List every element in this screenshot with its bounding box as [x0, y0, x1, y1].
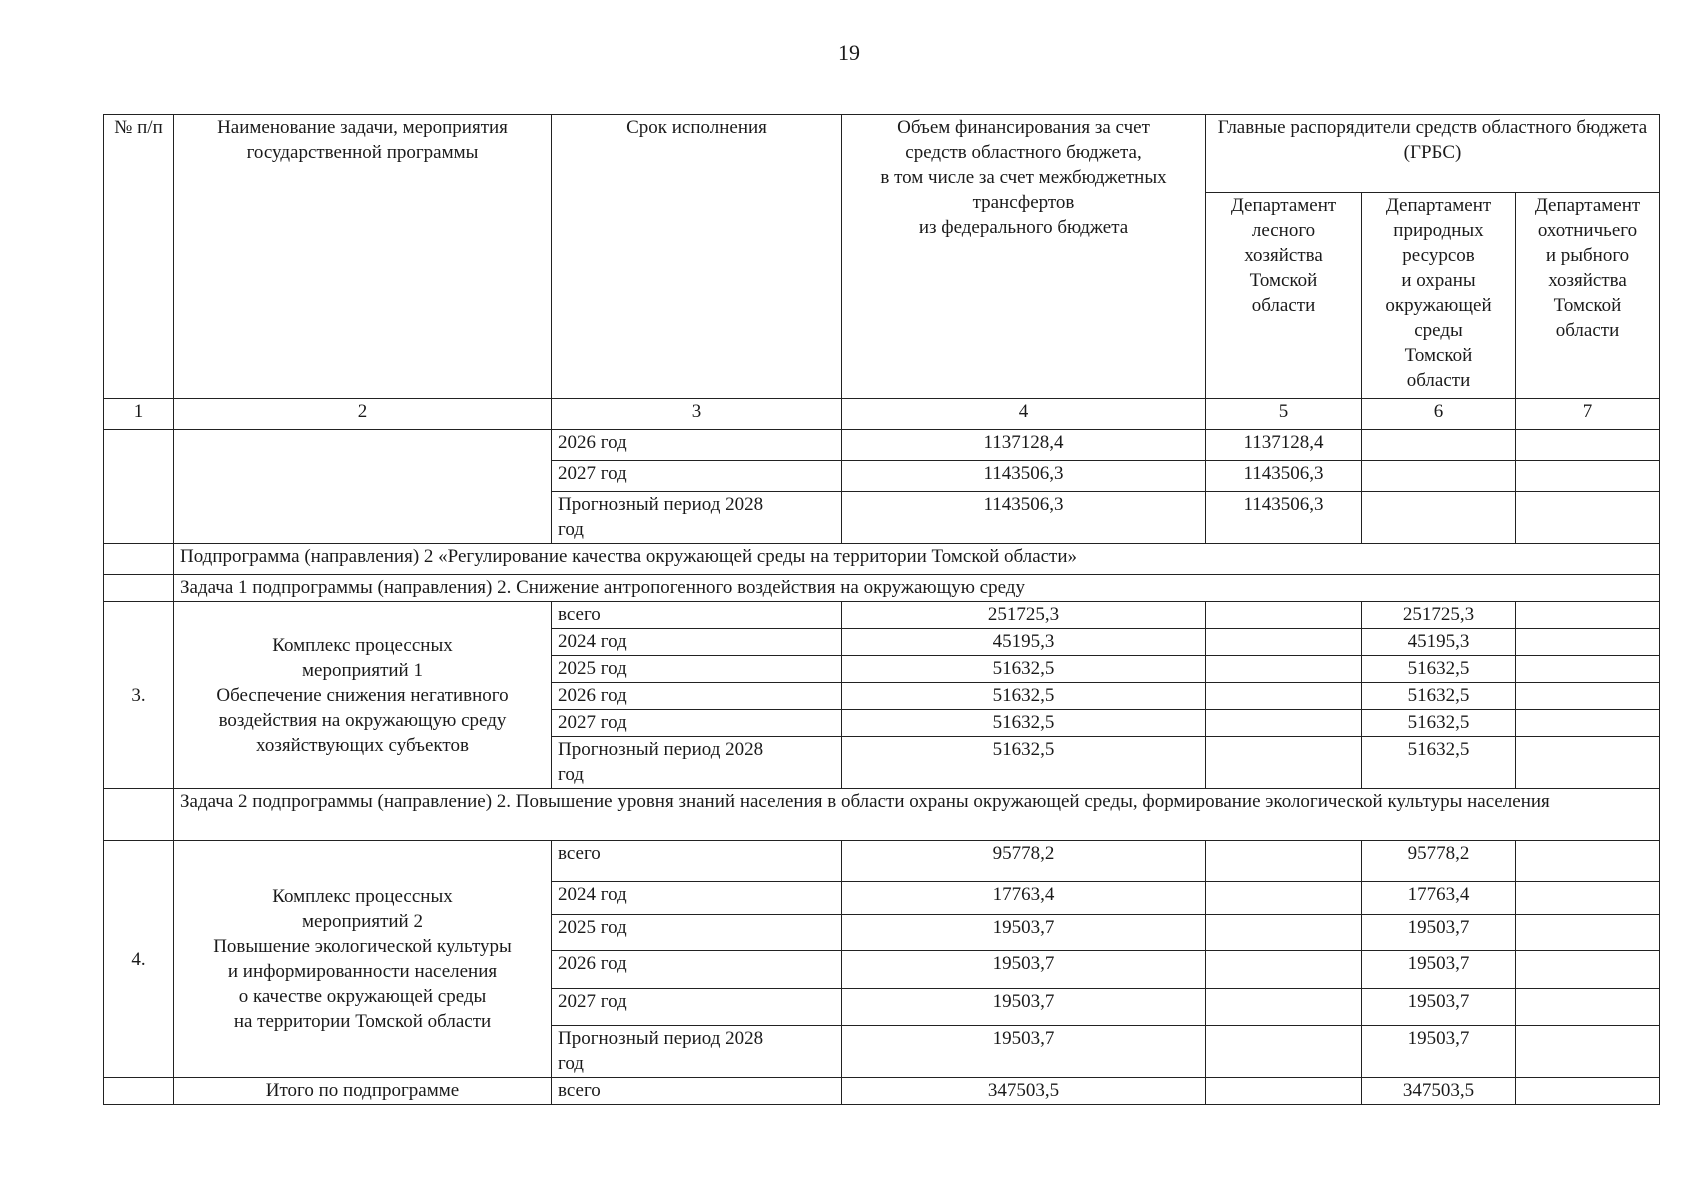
col-number: 1	[104, 399, 174, 430]
cell-dept-hunting	[1516, 492, 1660, 544]
cell-total: 51632,5	[842, 710, 1206, 737]
cell-dept-forest	[1206, 629, 1362, 656]
cell-dept-forest: 1137128,4	[1206, 430, 1362, 461]
cell-dept-forest	[1206, 737, 1362, 789]
cell-total: 51632,5	[842, 683, 1206, 710]
task-row	[104, 575, 1660, 602]
cell-total: 51632,5	[842, 737, 1206, 789]
row-number: 3.	[104, 602, 174, 789]
cell-dept-forest	[1206, 951, 1362, 989]
cell-total: 19503,7	[842, 1026, 1206, 1078]
cell-num-empty	[104, 430, 174, 544]
cell-period: 2026 год	[552, 683, 842, 710]
cell-dept-hunting	[1516, 737, 1660, 789]
cell-period: всего	[552, 602, 842, 629]
header-num: № п/п	[104, 115, 174, 399]
cell-total: 19503,7	[842, 951, 1206, 989]
cell-dept-hunting	[1516, 841, 1660, 882]
cell-dept-nature: 51632,5	[1362, 737, 1516, 789]
cell-dept-hunting	[1516, 882, 1660, 915]
cell-period: 2027 год	[552, 710, 842, 737]
cell-num-empty	[104, 1078, 174, 1105]
cell-dept-nature: 19503,7	[1362, 989, 1516, 1026]
cell-period: 2026 год	[552, 430, 842, 461]
cell-dept-nature: 51632,5	[1362, 710, 1516, 737]
col-number: 7	[1516, 399, 1660, 430]
task-title: Задача 1 подпрограммы (направления) 2. Снижение антропогенного воздействия на окружающую среду	[174, 575, 1660, 602]
cell-dept-hunting	[1516, 683, 1660, 710]
cell-dept-hunting	[1516, 430, 1660, 461]
header-row	[104, 115, 1660, 193]
cell-dept-forest	[1206, 683, 1362, 710]
cell-total: 347503,5	[842, 1078, 1206, 1105]
subprogram-row	[104, 544, 1660, 575]
cell-dept-hunting	[1516, 915, 1660, 951]
cell-total: 1143506,3	[842, 492, 1206, 544]
row-number: 4.	[104, 841, 174, 1078]
cell-dept-nature	[1362, 461, 1516, 492]
cell-total: 1143506,3	[842, 461, 1206, 492]
header-volume: Объем финансирования за счет средств областного бюджета, в том числе за счет межбюджетных трансфертов из федерального бюджета	[842, 115, 1206, 399]
cell-period: 2024 год	[552, 882, 842, 915]
cell-dept-nature: 95778,2	[1362, 841, 1516, 882]
cell-total: 95778,2	[842, 841, 1206, 882]
activity-name: Комплекс процессных мероприятий 1 Обеспечение снижения негативного воздействия на окружающую среду хозяйствующих субъектов	[174, 602, 552, 789]
cell-total: 17763,4	[842, 882, 1206, 915]
col-number: 6	[1362, 399, 1516, 430]
header-dept-forest: Департамент лесного хозяйства Томской области	[1206, 193, 1362, 399]
cell-total: 19503,7	[842, 989, 1206, 1026]
cell-period: 2025 год	[552, 915, 842, 951]
cell-period: 2025 год	[552, 656, 842, 683]
cell-dept-nature	[1362, 430, 1516, 461]
cell-period: Прогнозный период 2028 год	[552, 492, 842, 544]
header-dept-nature: Департамент природных ресурсов и охраны окружающей среды Томской области	[1362, 193, 1516, 399]
total-row	[104, 1078, 1660, 1105]
cell-dept-hunting	[1516, 461, 1660, 492]
cell-total: 251725,3	[842, 602, 1206, 629]
cell-dept-forest	[1206, 710, 1362, 737]
total-label: Итого по подпрограмме	[174, 1078, 552, 1105]
header-dept-hunting: Департамент охотничьего и рыбного хозяйства Томской области	[1516, 193, 1660, 399]
cell-dept-hunting	[1516, 1026, 1660, 1078]
cell-dept-forest	[1206, 1078, 1362, 1105]
column-numbers-row	[104, 399, 1660, 430]
cell-dept-hunting	[1516, 989, 1660, 1026]
cell-dept-hunting	[1516, 656, 1660, 683]
col-number: 5	[1206, 399, 1362, 430]
task-row	[104, 789, 1660, 841]
cell-dept-hunting	[1516, 602, 1660, 629]
task-title: Задача 2 подпрограммы (направление) 2. Повышение уровня знаний населения в области охраны окружающей среды, формирование экологической культуры населения	[174, 789, 1660, 841]
header-name: Наименование задачи, мероприятия государственной программы	[174, 115, 552, 399]
cell-dept-nature: 19503,7	[1362, 1026, 1516, 1078]
table-row	[104, 841, 1660, 882]
cell-period: Прогнозный период 2028 год	[552, 1026, 842, 1078]
cell-dept-forest	[1206, 989, 1362, 1026]
cell-dept-forest: 1143506,3	[1206, 492, 1362, 544]
cell-period: всего	[552, 1078, 842, 1105]
cell-total: 1137128,4	[842, 430, 1206, 461]
cell-dept-hunting	[1516, 951, 1660, 989]
cell-dept-forest	[1206, 1026, 1362, 1078]
cell-dept-nature: 19503,7	[1362, 915, 1516, 951]
funding-table	[103, 114, 1660, 1105]
cell-dept-nature: 45195,3	[1362, 629, 1516, 656]
header-grbs: Главные распорядители средств областного бюджета (ГРБС)	[1206, 115, 1660, 193]
cell-dept-forest	[1206, 602, 1362, 629]
page-number: 19	[838, 40, 860, 65]
cell-num-empty	[104, 544, 174, 575]
cell-dept-hunting	[1516, 710, 1660, 737]
cell-dept-nature: 251725,3	[1362, 602, 1516, 629]
cell-period: 2024 год	[552, 629, 842, 656]
cell-period: 2027 год	[552, 989, 842, 1026]
col-number: 4	[842, 399, 1206, 430]
table-row	[104, 602, 1660, 629]
cell-dept-nature: 19503,7	[1362, 951, 1516, 989]
cell-total: 45195,3	[842, 629, 1206, 656]
col-number: 2	[174, 399, 552, 430]
cell-dept-hunting	[1516, 1078, 1660, 1105]
cell-dept-forest	[1206, 882, 1362, 915]
cell-dept-hunting	[1516, 629, 1660, 656]
cell-dept-nature: 51632,5	[1362, 683, 1516, 710]
cell-period: 2026 год	[552, 951, 842, 989]
activity-name: Комплекс процессных мероприятий 2 Повышение экологической культуры и информированности населения о качестве окружающей среды на территории Томской области	[174, 841, 552, 1078]
subprogram-title: Подпрограмма (направления) 2 «Регулирование качества окружающей среды на территории Томской области»	[174, 544, 1660, 575]
cell-total: 51632,5	[842, 656, 1206, 683]
cell-num-empty	[104, 575, 174, 602]
cell-dept-nature: 17763,4	[1362, 882, 1516, 915]
cell-dept-forest	[1206, 841, 1362, 882]
cell-dept-nature: 51632,5	[1362, 656, 1516, 683]
cell-period: Прогнозный период 2028 год	[552, 737, 842, 789]
table-row	[104, 430, 1660, 461]
col-number: 3	[552, 399, 842, 430]
cell-dept-nature	[1362, 492, 1516, 544]
cell-period: 2027 год	[552, 461, 842, 492]
cell-num-empty	[104, 789, 174, 841]
header-term: Срок исполнения	[552, 115, 842, 399]
cell-dept-nature: 347503,5	[1362, 1078, 1516, 1105]
cell-total: 19503,7	[842, 915, 1206, 951]
cell-name-empty	[174, 430, 552, 544]
cell-period: всего	[552, 841, 842, 882]
cell-dept-forest	[1206, 656, 1362, 683]
cell-dept-forest	[1206, 915, 1362, 951]
cell-dept-forest: 1143506,3	[1206, 461, 1362, 492]
